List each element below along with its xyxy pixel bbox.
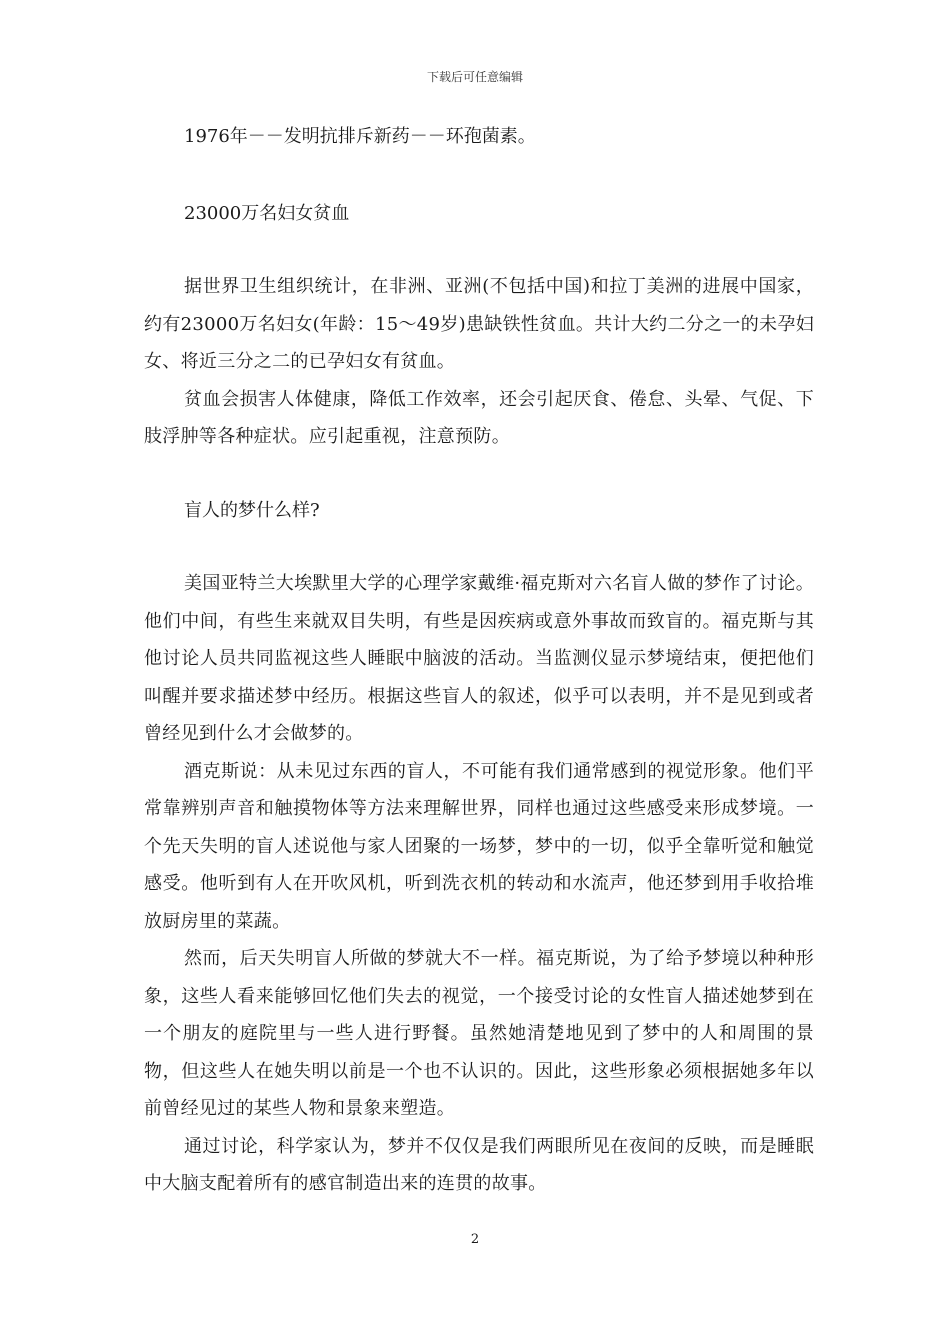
anemia-paragraph-1: 据世界卫生组织统计，在非洲、亚洲(不包括中国)和拉丁美洲的进展中国家，约有23000万名妇女(年龄：15～49岁)患缺铁性贫血。共计大约二分之一的未孕妇女、将近三分之二的已孕妇女有贫血。: [144, 276, 814, 372]
heading-anemia: 23000万名妇女贫血: [184, 203, 350, 224]
line-1976: [144, 118, 814, 156]
heading-dreams-block: [144, 492, 814, 530]
dreams-paragraph-4: 通过讨论，科学家认为，梦并不仅仅是我们两眼所见在夜间的反映，而是睡眠中大脑支配着所有的感官制造出来的连贯的故事。: [144, 1135, 814, 1194]
page-number: 2: [470, 1232, 480, 1247]
heading-anemia-block: [144, 195, 814, 233]
heading-dreams: 盲人的梦什么样?: [184, 500, 320, 521]
anemia-section: [144, 268, 814, 456]
line-1976-text: 1976年－－发明抗排斥新药－－环孢菌素。: [184, 126, 536, 147]
dreams-paragraph-3: 然而，后天失明盲人所做的梦就大不一样。福克斯说，为了给予梦境以种种形象，这些人看来能够回忆他们失去的视觉，一个接受讨论的女性盲人描述她梦到在一个朋友的庭院里与一些人进行野餐。虽然她清楚地见到了梦中的人和周围的景物，但这些人在她失明以前是一个也不认识的。因此，这些形象必须根据她多年以前曾经见过的某些人物和景象来塑造。: [144, 948, 814, 1119]
header-note: 下载后可任意编辑: [426, 70, 523, 84]
anemia-paragraph-2: 贫血会损害人体健康，降低工作效率，还会引起厌食、倦怠、头晕、气促、下肢浮肿等各种症状。应引起重视，注意预防。: [144, 388, 814, 447]
dreams-paragraph-2: 酒克斯说：从未见过东西的盲人，不可能有我们通常感到的视觉形象。他们平常靠辨别声音和触摸物体等方法来理解世界，同样也通过这些感受来形成梦境。一个先天失明的盲人述说他与家人团聚的一场梦，梦中的一切，似乎全靠听觉和触觉感受。他听到有人在开吹风机，听到洗衣机的转动和水流声，他还梦到用手收拾堆放厨房里的菜蔬。: [144, 760, 814, 932]
dreams-paragraph-1: 美国亚特兰大埃默里大学的心理学家戴维·福克斯对六名盲人做的梦作了讨论。他们中间，有些生来就双目失明，有些是因疾病或意外事故而致盲的。福克斯与其他讨论人员共同监视这些人睡眠中脑波的活动。当监测仪显示梦境结束，便把他们叫醒并要求描述梦中经历。根据这些盲人的叙述，似乎可以表明，并不是见到或者曾经见到什么才会做梦的。: [144, 573, 814, 744]
dreams-section: [144, 565, 814, 1203]
